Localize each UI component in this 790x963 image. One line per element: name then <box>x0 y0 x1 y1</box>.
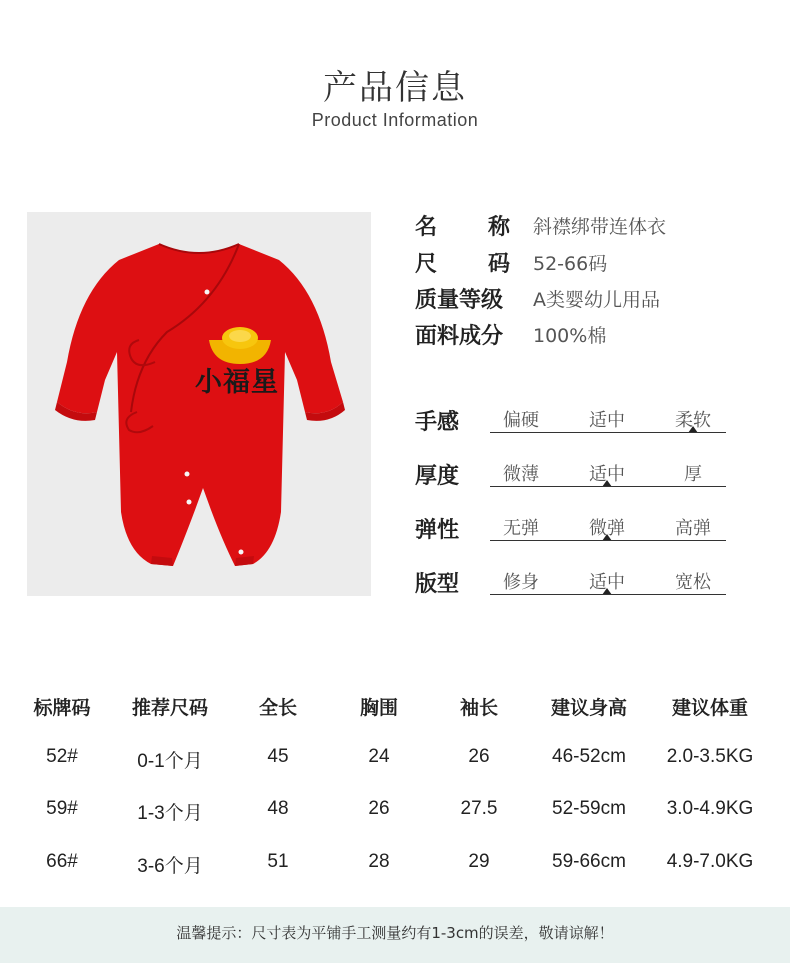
attr-label-elasticity: 弹性 <box>415 518 460 543</box>
table-cell: 26 <box>368 798 390 819</box>
table-header: 胸围 <box>359 697 398 719</box>
attr-label-fit: 版型 <box>415 572 460 597</box>
table-header: 标牌码 <box>33 697 91 719</box>
table-header: 建议身高 <box>550 697 627 719</box>
attr-option: 偏硬 <box>503 410 539 431</box>
table-cell: 52-59cm <box>552 798 626 819</box>
page-subtitle: Product Information <box>311 110 479 130</box>
table-cell: 28 <box>368 851 390 872</box>
attr-label-thickness: 厚度 <box>415 464 460 489</box>
attr-option: 厚 <box>684 464 702 485</box>
table-cell: 29 <box>468 851 490 872</box>
attr-option: 适中 <box>589 464 625 485</box>
spec-value-size: 52-66码 <box>533 253 608 275</box>
table-cell: 45 <box>267 746 289 767</box>
table-cell: 0-1个月 <box>137 751 203 772</box>
attr-scale-line <box>490 486 726 487</box>
table-header: 全长 <box>258 697 297 719</box>
attr-scale-line <box>490 594 726 595</box>
table-cell: 27.5 <box>460 798 498 819</box>
table-cell: 26 <box>468 746 490 767</box>
attr-scale-line <box>490 540 726 541</box>
attr-option: 微薄 <box>503 464 539 485</box>
attr-option: 适中 <box>589 410 625 431</box>
attr-label-feel: 手感 <box>415 410 460 435</box>
table-header: 袖长 <box>459 697 498 719</box>
table-cell: 59-66cm <box>552 851 626 872</box>
table-cell: 3.0-4.9KG <box>666 798 754 819</box>
table-cell: 59# <box>46 798 78 819</box>
table-cell: 4.9-7.0KG <box>666 851 754 872</box>
attr-option: 宽松 <box>675 572 711 593</box>
table-cell: 24 <box>368 746 390 767</box>
table-header: 推荐尺码 <box>131 697 208 719</box>
table-cell: 51 <box>267 851 289 872</box>
table-header: 建议体重 <box>671 697 748 719</box>
table-cell: 2.0-3.5KG <box>666 746 754 767</box>
table-cell: 52# <box>46 746 78 767</box>
footer-notice: 温馨提示：尺寸表为平铺手工测量约有1-3cm的误差，敬请谅解！ <box>176 924 614 942</box>
spec-value-name: 斜襟绑带连体衣 <box>533 216 667 238</box>
page-title: 产品信息 <box>323 68 467 108</box>
attr-scale-line <box>490 432 726 433</box>
attr-option: 适中 <box>589 572 625 593</box>
romper-illustration <box>27 212 371 596</box>
table-cell: 66# <box>46 851 78 872</box>
spec-value-fabric: 100%棉 <box>533 325 607 347</box>
romper-body <box>57 244 343 566</box>
spec-value-grade: A类婴幼儿用品 <box>533 289 660 311</box>
attr-option: 无弹 <box>503 518 539 539</box>
product-photo <box>27 212 371 596</box>
spec-label-size: 尺 码 <box>415 252 510 277</box>
table-cell: 1-3个月 <box>137 803 203 824</box>
table-cell: 46-52cm <box>552 746 626 767</box>
spec-label-name: 名 称 <box>415 215 510 240</box>
attr-option: 修身 <box>503 572 539 593</box>
spec-label-fabric: 面料成分 <box>415 324 504 349</box>
product-logo-text: 小福星 <box>195 367 279 398</box>
attr-option: 高弹 <box>675 518 711 539</box>
attr-option: 柔软 <box>675 410 711 431</box>
attr-option: 微弹 <box>589 518 625 539</box>
table-cell: 48 <box>267 798 289 819</box>
spec-label-grade: 质量等级 <box>415 288 504 313</box>
table-cell: 3-6个月 <box>137 856 203 877</box>
